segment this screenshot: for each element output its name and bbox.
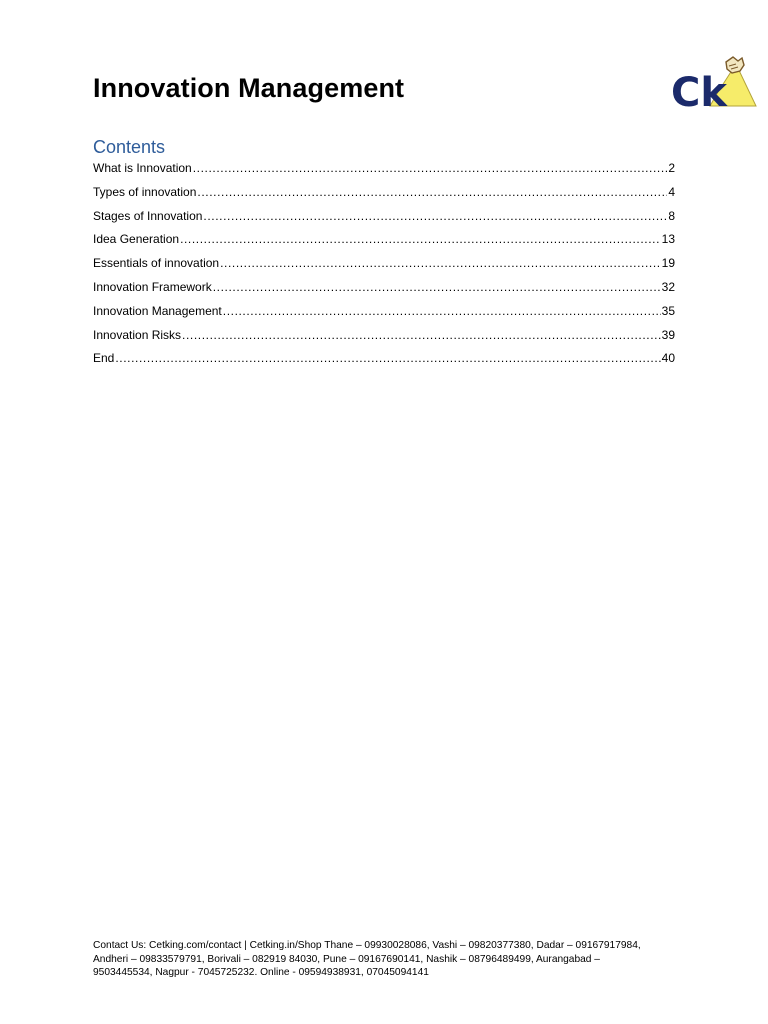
toc-entry[interactable] [93, 325, 675, 349]
toc-leader-dots [213, 277, 661, 297]
toc-entry-page: 40 [661, 351, 675, 366]
toc-entry[interactable] [93, 277, 675, 301]
table-of-contents [93, 158, 675, 372]
toc-leader-dots [203, 206, 667, 226]
document-title: Innovation Management [93, 73, 405, 103]
logo-graphic [670, 56, 758, 110]
toc-entry[interactable] [93, 182, 675, 206]
toc-entry[interactable] [93, 348, 675, 372]
footer-line: 9503445534, Nagpur - 7045725232. Online - 09594938931, 07045094141 [93, 967, 429, 979]
toc-leader-dots [115, 348, 660, 368]
toc-entry-page: 19 [661, 256, 675, 271]
toc-entry-page: 35 [661, 303, 675, 318]
toc-leader-dots [193, 158, 668, 178]
toc-entry-page: 4 [668, 184, 675, 199]
toc-entry-label: What is Innovation [93, 161, 192, 175]
toc-leader-dots [197, 182, 667, 202]
toc-entry-label: Idea Generation [93, 232, 180, 247]
toc-entry-page: 2 [668, 161, 675, 175]
toc-entry-page: 13 [661, 232, 675, 247]
toc-entry-page: 8 [668, 208, 675, 223]
toc-leader-dots [180, 229, 661, 249]
toc-heading: Contents [93, 137, 166, 157]
toc-leader-dots [220, 253, 661, 273]
contact-footer [93, 939, 683, 980]
toc-entry-label: Innovation Management [93, 303, 222, 318]
toc-entry[interactable] [93, 229, 675, 253]
toc-entry-label: Stages of Innovation [93, 208, 203, 223]
toc-entry-page: 39 [661, 327, 675, 342]
toc-entry[interactable] [93, 158, 675, 182]
toc-entry-label: Types of innovation [93, 184, 197, 199]
toc-entry[interactable] [93, 206, 675, 230]
toc-entry-label: Essentials of innovation [93, 256, 220, 271]
toc-entry-label: Innovation Risks [93, 327, 182, 342]
toc-leader-dots [223, 301, 661, 321]
toc-leader-dots [182, 325, 661, 345]
logo-text: Ck [671, 70, 727, 110]
toc-entry-page: 32 [661, 279, 675, 294]
footer-line: Andheri – 09833579791, Borivali – 082919 84030, Pune – 09167690141, Nashik – 08796489499, Aurangabad – [93, 953, 600, 965]
toc-entry[interactable] [93, 253, 675, 277]
cetking-logo [670, 56, 758, 110]
toc-entry[interactable] [93, 301, 675, 325]
toc-entry-label: End [93, 351, 115, 366]
toc-entry-label: Innovation Framework [93, 279, 212, 294]
footer-line: Contact Us: Cetking.com/contact | Cetking.in/Shop Thane – 09930028086, Vashi – 09820377380, Dadar – 09167917984, [93, 940, 641, 951]
